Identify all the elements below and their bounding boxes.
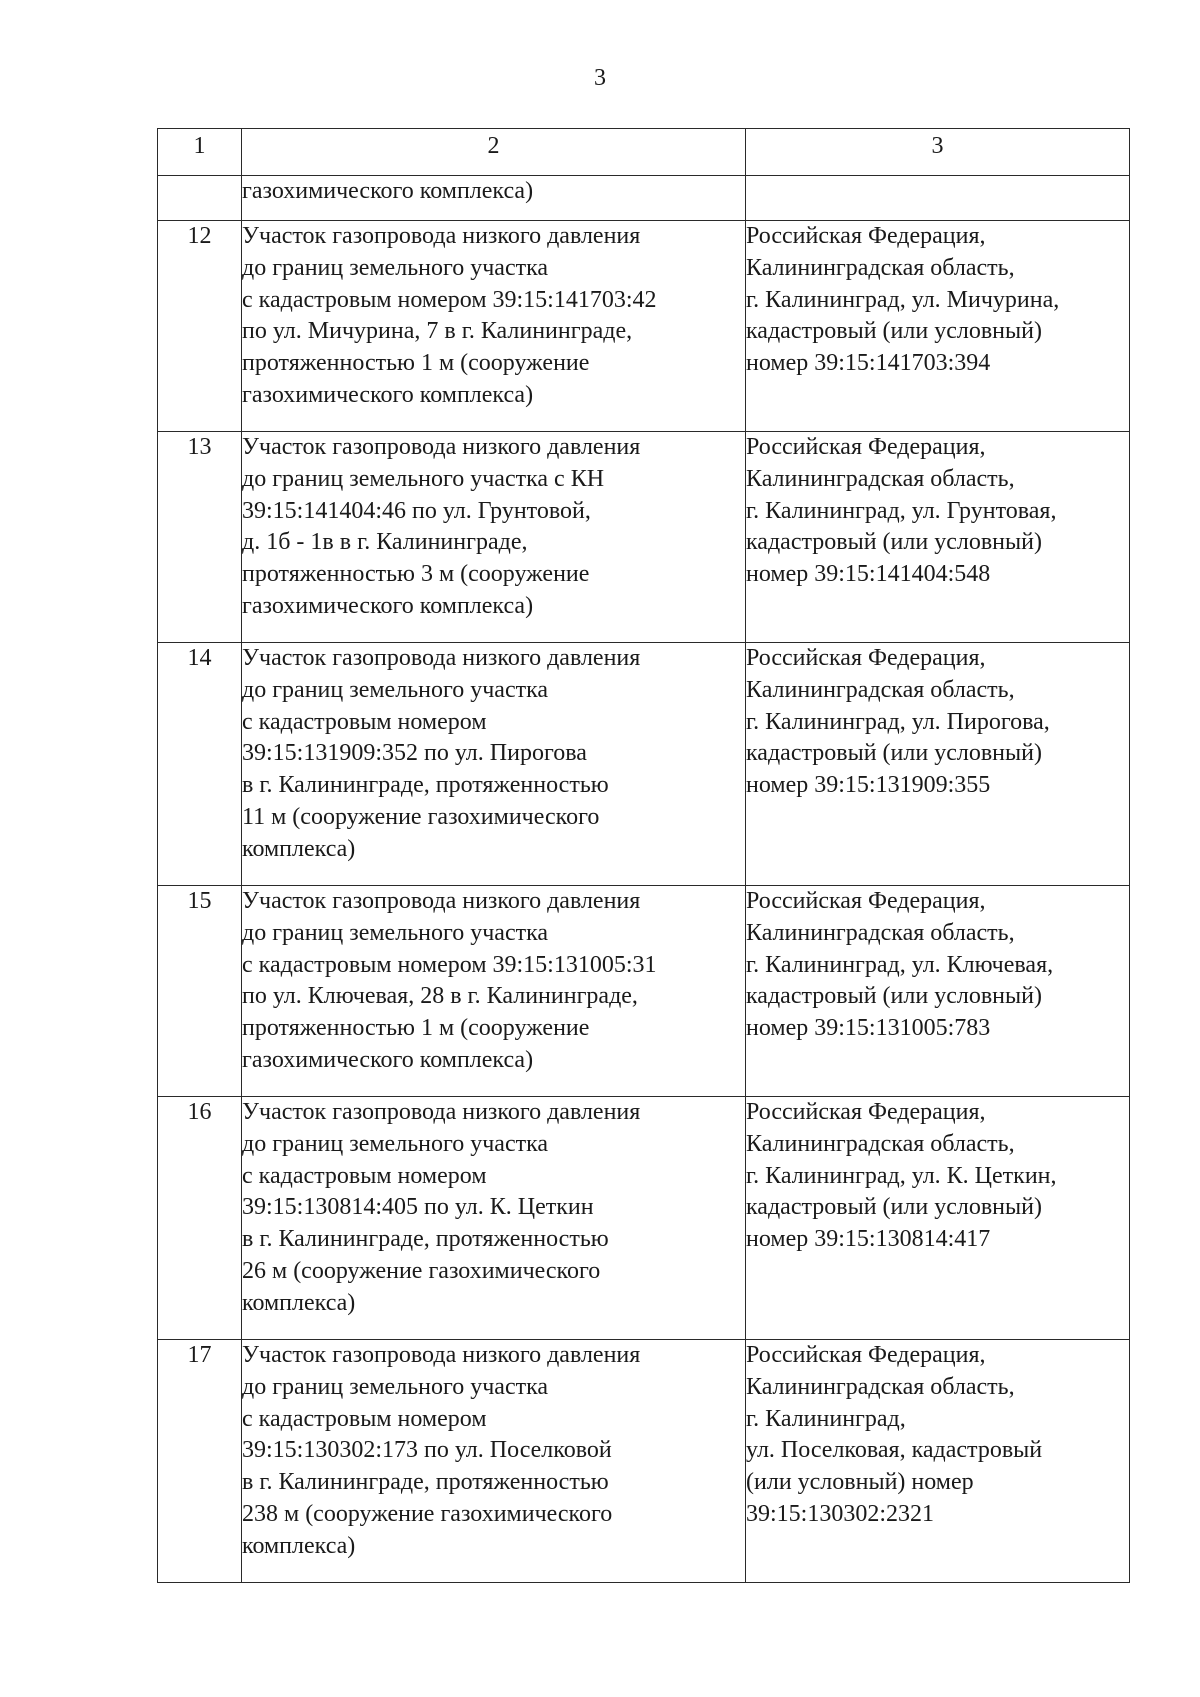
table-row xyxy=(158,643,1130,886)
table-row xyxy=(158,1340,1130,1583)
table-header-row xyxy=(158,129,1130,176)
row-description: газохимического комплекса) xyxy=(242,176,746,221)
row-number: 16 xyxy=(158,1097,242,1340)
table-row xyxy=(158,432,1130,643)
row-number: 13 xyxy=(158,432,242,643)
row-number: 17 xyxy=(158,1340,242,1583)
column-header-3: 3 xyxy=(746,129,1130,176)
row-owner: Российская Федерация, Калининградская область, г. Калининград, ул. Пирогова, кадастровый (или условный) номер 39:15:131909:355 xyxy=(746,643,1130,886)
row-owner: Российская Федерация, Калининградская область, г. Калининград, ул. К. Цеткин, кадастровый (или условный) номер 39:15:130814:417 xyxy=(746,1097,1130,1340)
row-number: 12 xyxy=(158,221,242,432)
column-header-1: 1 xyxy=(158,129,242,176)
row-number: 14 xyxy=(158,643,242,886)
registry-table xyxy=(157,128,1130,1583)
page-number: 3 xyxy=(594,65,606,91)
table-row-continuation xyxy=(158,176,1130,221)
row-owner: Российская Федерация, Калининградская область, г. Калининград, ул. Ключевая, кадастровый (или условный) номер 39:15:131005:783 xyxy=(746,886,1130,1097)
row-description: Участок газопровода низкого давления до границ земельного участка с кадастровым номером 39:15:141703:42 по ул. Мичурина, 7 в г. Калининграде, протяженностью 1 м (сооружение газохимического комплекса) xyxy=(242,221,746,432)
row-owner: Российская Федерация, Калининградская область, г. Калининград, ул. Грунтовая, кадастровый (или условный) номер 39:15:141404:548 xyxy=(746,432,1130,643)
table-row xyxy=(158,1097,1130,1340)
row-owner: Российская Федерация, Калининградская область, г. Калининград, ул. Поселковая, кадастровый (или условный) номер 39:15:130302:2321 xyxy=(746,1340,1130,1583)
row-description: Участок газопровода низкого давления до границ земельного участка с кадастровым номером 39:15:130814:405 по ул. К. Цеткин в г. Калининграде, протяженностью 26 м (сооружение газохимического комплекса) xyxy=(242,1097,746,1340)
row-number xyxy=(158,176,242,221)
row-number: 15 xyxy=(158,886,242,1097)
column-header-2: 2 xyxy=(242,129,746,176)
row-description: Участок газопровода низкого давления до границ земельного участка с кадастровым номером 39:15:131909:352 по ул. Пирогова в г. Калининграде, протяженностью 11 м (сооружение газохимического комплекса) xyxy=(242,643,746,886)
row-owner: Российская Федерация, Калининградская область, г. Калининград, ул. Мичурина, кадастровый (или условный) номер 39:15:141703:394 xyxy=(746,221,1130,432)
table-row xyxy=(158,221,1130,432)
row-description: Участок газопровода низкого давления до границ земельного участка с кадастровым номером 39:15:130302:173 по ул. Поселковой в г. Калининграде, протяженностью 238 м (сооружение газохимического комплекса) xyxy=(242,1340,746,1583)
row-description: Участок газопровода низкого давления до границ земельного участка с кадастровым номером 39:15:131005:31 по ул. Ключевая, 28 в г. Калининграде, протяженностью 1 м (сооружение газохимического комплекса) xyxy=(242,886,746,1097)
row-owner xyxy=(746,176,1130,221)
row-description: Участок газопровода низкого давления до границ земельного участка с КН 39:15:141404:46 по ул. Грунтовой, д. 1б - 1в в г. Калининграде, протяженностью 3 м (сооружение газохимического комплекса) xyxy=(242,432,746,643)
table-row xyxy=(158,886,1130,1097)
